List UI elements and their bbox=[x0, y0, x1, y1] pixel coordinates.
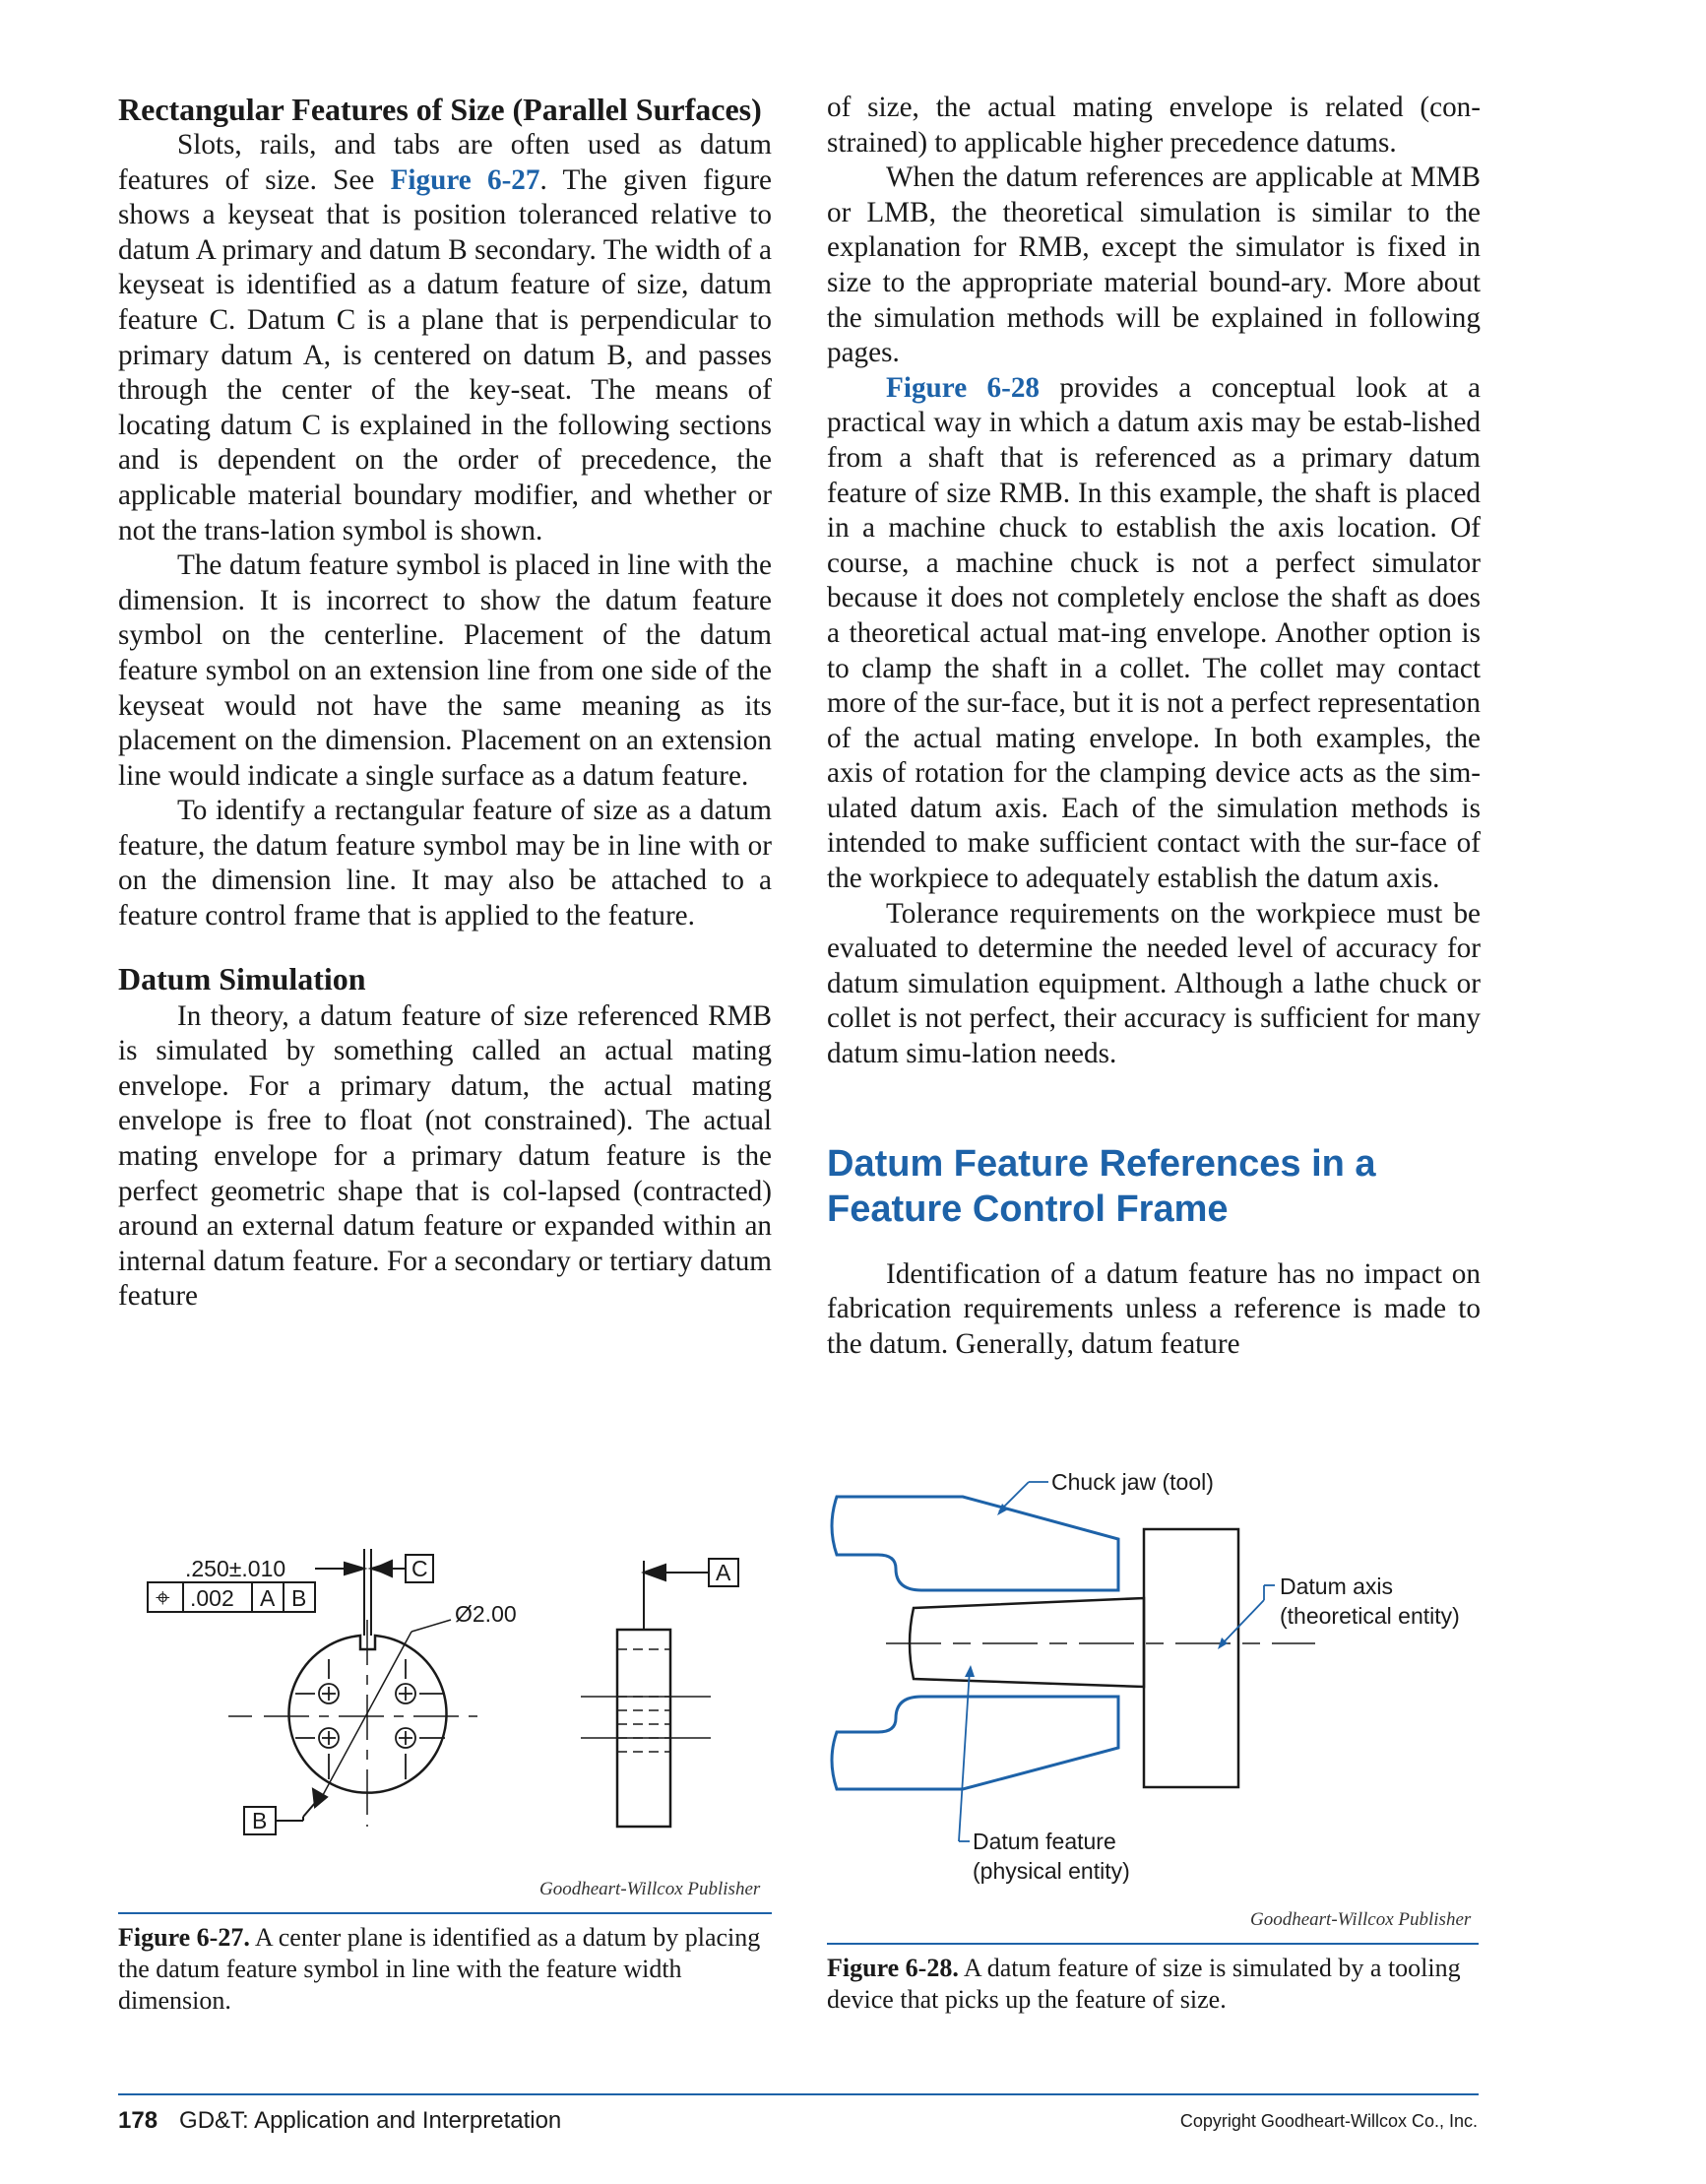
paragraph: When the datum references are applicable at MMB or LMB, the theoretical simulation is similar to the explanation for RMB, except the simulator is fixed in size to the appropriate material bound-ary. More about the simulation methods will be explained in following pages. bbox=[827, 161, 1481, 369]
fcf-datum-a: A bbox=[260, 1585, 276, 1611]
paragraph: The datum feature symbol is placed in line with the dimension. It is incorrect to show the datum feature symbol on the centerline. Placement of the datum feature symbol on an extension line from one side of the keyseat would not have the same meaning as its placement on the dimension. Placement on an extension line would indicate a single surface as a datum feature. bbox=[118, 549, 772, 792]
paragraph: To identify a rectangular feature of size as a datum feature, the datum feature symbol may be in line with or on the dimension line. It may also be attached to a feature control frame that is applied to the feature. bbox=[118, 795, 772, 932]
figure-6-27-caption bbox=[118, 1922, 768, 2017]
datum-a-triangle bbox=[644, 1565, 665, 1580]
copyright: Copyright Goodheart-Willcox Co., Inc. bbox=[1179, 2111, 1478, 2131]
figure-6-28-link[interactable]: Figure 6-28 bbox=[886, 371, 1041, 404]
hole-cluster bbox=[295, 1659, 445, 1779]
right-column bbox=[827, 91, 1481, 1362]
caption-label: Figure 6-28. bbox=[827, 1954, 959, 1982]
figure-6-28-drawing bbox=[827, 1472, 1496, 1905]
label-chuck-jaw: Chuck jaw (tool) bbox=[1051, 1472, 1214, 1495]
label-datum-feature: Datum feature bbox=[973, 1829, 1116, 1854]
label-datum-axis: Datum axis bbox=[1280, 1574, 1394, 1599]
caption-text: A center plane is identified as a datum by placing the datum feature symbol in line with the feature width dimension. bbox=[118, 1923, 761, 2015]
datum-b-label: B bbox=[252, 1808, 268, 1833]
arrowhead bbox=[345, 1563, 364, 1574]
figure-6-27-drawing bbox=[138, 1521, 768, 1905]
side-view-outline bbox=[617, 1630, 670, 1827]
figure-6-27-rule bbox=[118, 1912, 772, 1914]
datum-c-label: C bbox=[411, 1556, 428, 1581]
paragraph: Identification of a datum feature has no impact on fabrication requirements unless a reference is made to the datum. Generally, datum feature bbox=[827, 1257, 1481, 1360]
figure-6-28-caption bbox=[827, 1953, 1479, 2016]
paragraph bbox=[118, 128, 772, 548]
text-run: . The given figure shows a keyseat that is position toleranced relative to datum A primary and datum B secondary. The width of a keyseat is identified as a datum feature of size, datum feature C. Datum C is a plane that is perpendicular to primary datum A, is centered on datum B, and passes through the center of the key-seat. The means of locating datum C is explained in the following sections and is dependent on the order of precedence, the applicable material boundary modifier, and whether or not the trans-lation symbol is shown. bbox=[118, 163, 772, 546]
part-flange bbox=[1144, 1529, 1238, 1787]
text-run: Slots, rails, and tabs are often used as datum features of size. See bbox=[118, 129, 772, 196]
section-heading: Datum Feature References in a Feature Control Frame bbox=[827, 1142, 1376, 1230]
left-column bbox=[118, 91, 772, 1315]
heading-datum-simulation: Datum Simulation bbox=[118, 960, 366, 996]
paragraph: Tolerance requirements on the workpiece must be evaluated to determine the needed level of accuracy for datum simulation equipment. Although a lathe chuck or collet is not perfect, their accuracy is sufficient for many datum simu-lation needs. bbox=[827, 897, 1481, 1070]
page-number: 178 bbox=[118, 2107, 158, 2134]
book-title: GD&T: Application and Interpretation bbox=[179, 2107, 562, 2134]
figure-6-28-credit: Goodheart-Willcox Publisher bbox=[1250, 1909, 1472, 1930]
position-symbol: ⌖ bbox=[156, 1582, 170, 1612]
dimension-width: .250±.010 bbox=[185, 1556, 286, 1581]
paragraph bbox=[827, 371, 1481, 897]
shaft-datum-feature bbox=[910, 1598, 1144, 1687]
datum-a-label: A bbox=[716, 1560, 731, 1585]
lower-chuck-jaw bbox=[832, 1697, 1118, 1789]
fcf-datum-b: B bbox=[291, 1585, 307, 1611]
text-run: provides a conceptual look at a practical way in which a datum axis may be estab-lished from a shaft that is referenced as a primary datum feature of size RMB. In this example, the shaft is placed in a machine chuck to establish the axis location. Of course, a machine chuck is not a perfect simulator because it does not completely enclose the shaft as does a theoretical actual mat-ing envelope. Another option is to clamp the shaft in a collet. The collet may contact more of the sur-face, but it is not a perfect representation of the actual mating envelope. In both examples, the axis of rotation for the clamping device acts as the sim-ulated datum axis. Each of the simulation methods is intended to make sufficient contact with the sur-face of the workpiece to adequately establish the datum axis. bbox=[827, 371, 1481, 895]
upper-chuck-jaw bbox=[832, 1497, 1118, 1590]
footer-left bbox=[118, 2107, 561, 2135]
datum-c-triangle bbox=[374, 1561, 392, 1576]
fcf-tolerance: .002 bbox=[190, 1585, 234, 1611]
label-theoretical: (theoretical entity) bbox=[1280, 1603, 1460, 1629]
paragraph: In theory, a datum feature of size referenced RMB is simulated by something called an actual mating envelope. For a primary datum, the actual mating envelope is free to float (not constrained). The actual mating envelope for a primary datum feature is the perfect geometric shape that is col-lapsed (contracted) around an external datum feature or expanded within an internal datum feature. For a secondary or tertiary datum feature bbox=[118, 999, 772, 1313]
caption-label: Figure 6-27. bbox=[118, 1923, 250, 1952]
caption-text: A datum feature of size is simulated by a tooling device that picks up the feature of size. bbox=[827, 1954, 1461, 2014]
label-physical: (physical entity) bbox=[973, 1858, 1130, 1884]
diameter-label: Ø2.00 bbox=[455, 1601, 517, 1627]
figure-6-27-credit: Goodheart-Willcox Publisher bbox=[539, 1879, 761, 1899]
leader-arrowhead bbox=[965, 1665, 975, 1677]
heading-rectangular-features: Rectangular Features of Size (Parallel Surfaces) bbox=[118, 92, 762, 127]
paragraph: of size, the actual mating envelope is related (con-strained) to applicable higher precedence datums. bbox=[827, 92, 1481, 159]
footer-rule bbox=[118, 2093, 1479, 2095]
figure-6-28-rule bbox=[827, 1943, 1479, 1945]
figure-6-27-link[interactable]: Figure 6-27 bbox=[390, 163, 540, 196]
